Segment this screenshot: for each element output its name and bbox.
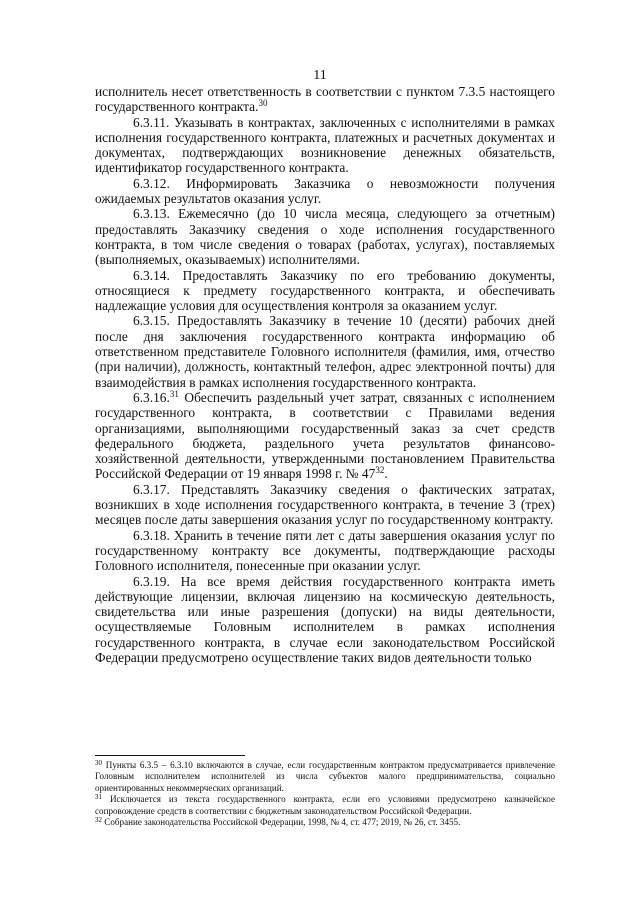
paragraph-continuation [95, 84, 555, 115]
footnote-text: Исключается из текста государственного контракта, если его условиями предусмотрено казначейское сопровождение средств в соответствии с бюджетным законодательством Российской Федерации. [95, 794, 555, 816]
paragraph-text: 6.3.12. Информировать Заказчика о невозможности получения ожидаемых результатов оказания услуг. [95, 175, 555, 207]
clause-6-3-12 [95, 176, 555, 207]
document-body [95, 84, 555, 665]
clause-number: 6.3.16. [133, 389, 170, 405]
footnotes-section [95, 755, 555, 828]
paragraph-end: . [384, 466, 388, 482]
footnote-31 [95, 794, 555, 817]
footnote-ref[interactable]: 30 [258, 98, 268, 109]
clause-6-3-13 [95, 206, 555, 267]
paragraph-text: 6.3.18. Хранить в течение пяти лет с даты завершения оказания услуг по государственному контракту все документы, подтверждающие расходы Головного исполнителя, понесенные при оказании услуг. [95, 527, 555, 574]
paragraph-text: Обеспечить раздельный учет затрат, связанных с исполнением государственного контракта, в соответствии с Правилами ведения организациями, выполняющими государственный заказ за счет средств федерального бюджета, раздельного учета результатов финансово-хозяйственной деятельности, утвержденными постановлением Правительства Российской Федерации от 19 января 1998 г. № 47 [95, 389, 555, 482]
footnote-divider [95, 755, 245, 756]
paragraph-text: 6.3.17. Представлять Заказчику сведения о фактических затратах, возникших в ходе исполнения государственного контракта, в течение 3 (трех) месяцев после даты завершения оказания услуг по государственному контракту. [95, 481, 555, 528]
clause-6-3-18 [95, 528, 555, 574]
clause-6-3-19 [95, 574, 555, 666]
footnote-32 [95, 817, 555, 828]
footnote-text: Собрание законодательства Российской Федерации, 1998, № 4, ст. 477; 2019, № 26, ст. 3455. [104, 817, 461, 828]
paragraph-text: 6.3.13. Ежемесячно (до 10 числа месяца, следующего за отчетным) предоставлять Заказчику сведения о ходе исполнения государственного контракта, в том числе сведения о товарах (работах, услугах), поставляемых (выполняемых, оказываемых) исполнителями. [95, 206, 555, 268]
footnote-30 [95, 760, 555, 794]
paragraph-text: 6.3.11. Указывать в контрактах, заключенных с исполнителями в рамках исполнения государственного контракта, платежных и расчетных документах и документах, подтверждающих возникновение денежных обязательств, идентификатор государственного контракта. [95, 114, 555, 176]
paragraph-text: 6.3.19. На все время действия государственного контракта иметь действующие лицензии, включая лицензию на космическую деятельность, свидетельства или иные разрешения (допуски) на виды деятельности, осуществляемые Головным исполнителем в рамках исполнения государственного контракта, в случае если законодательством Российской Федерации предусмотрено осуществление таких видов деятельности только [95, 573, 555, 665]
footnote-number: 32 [95, 816, 102, 825]
footnote-number: 30 [95, 759, 102, 767]
clause-6-3-14 [95, 268, 555, 314]
clause-6-3-17 [95, 482, 555, 528]
paragraph-text: 6.3.15. Предоставлять Заказчику в течение 10 (десяти) рабочих дней после дня заключения государственного контракта информацию об ответственном представителе Головного исполнителя (фамилия, имя, отчество (при наличии), должность, контактный телефон, адрес электронной почты) для взаимодействия в рамках исполнения государственного контракта. [95, 313, 555, 390]
footnote-ref[interactable]: 32 [375, 465, 385, 476]
footnote-number: 31 [95, 793, 102, 802]
paragraph-text: исполнитель несет ответственность в соответствии с пунктом 7.3.5 настоящего государственного контракта. [95, 84, 555, 115]
clause-6-3-11 [95, 115, 555, 176]
clause-6-3-15 [95, 313, 555, 389]
paragraph-text: 6.3.14. Предоставлять Заказчику по его требованию документы, относящиеся к предмету государственного контракта, и обеспечивать надлежащие условия для осуществления контроля за оказанием услуг. [95, 267, 555, 314]
footnote-ref[interactable]: 31 [169, 388, 179, 399]
footnote-text: Пункты 6.3.5 – 6.3.10 включаются в случае, если государственным контрактом предусматривается привлечение Головным исполнителем исполнителей из числа субъектов малого предпринимательства, социально ориентированных некоммерческих организаций. [95, 760, 555, 793]
page-number: 11 [313, 68, 327, 83]
clause-6-3-16 [95, 390, 555, 482]
